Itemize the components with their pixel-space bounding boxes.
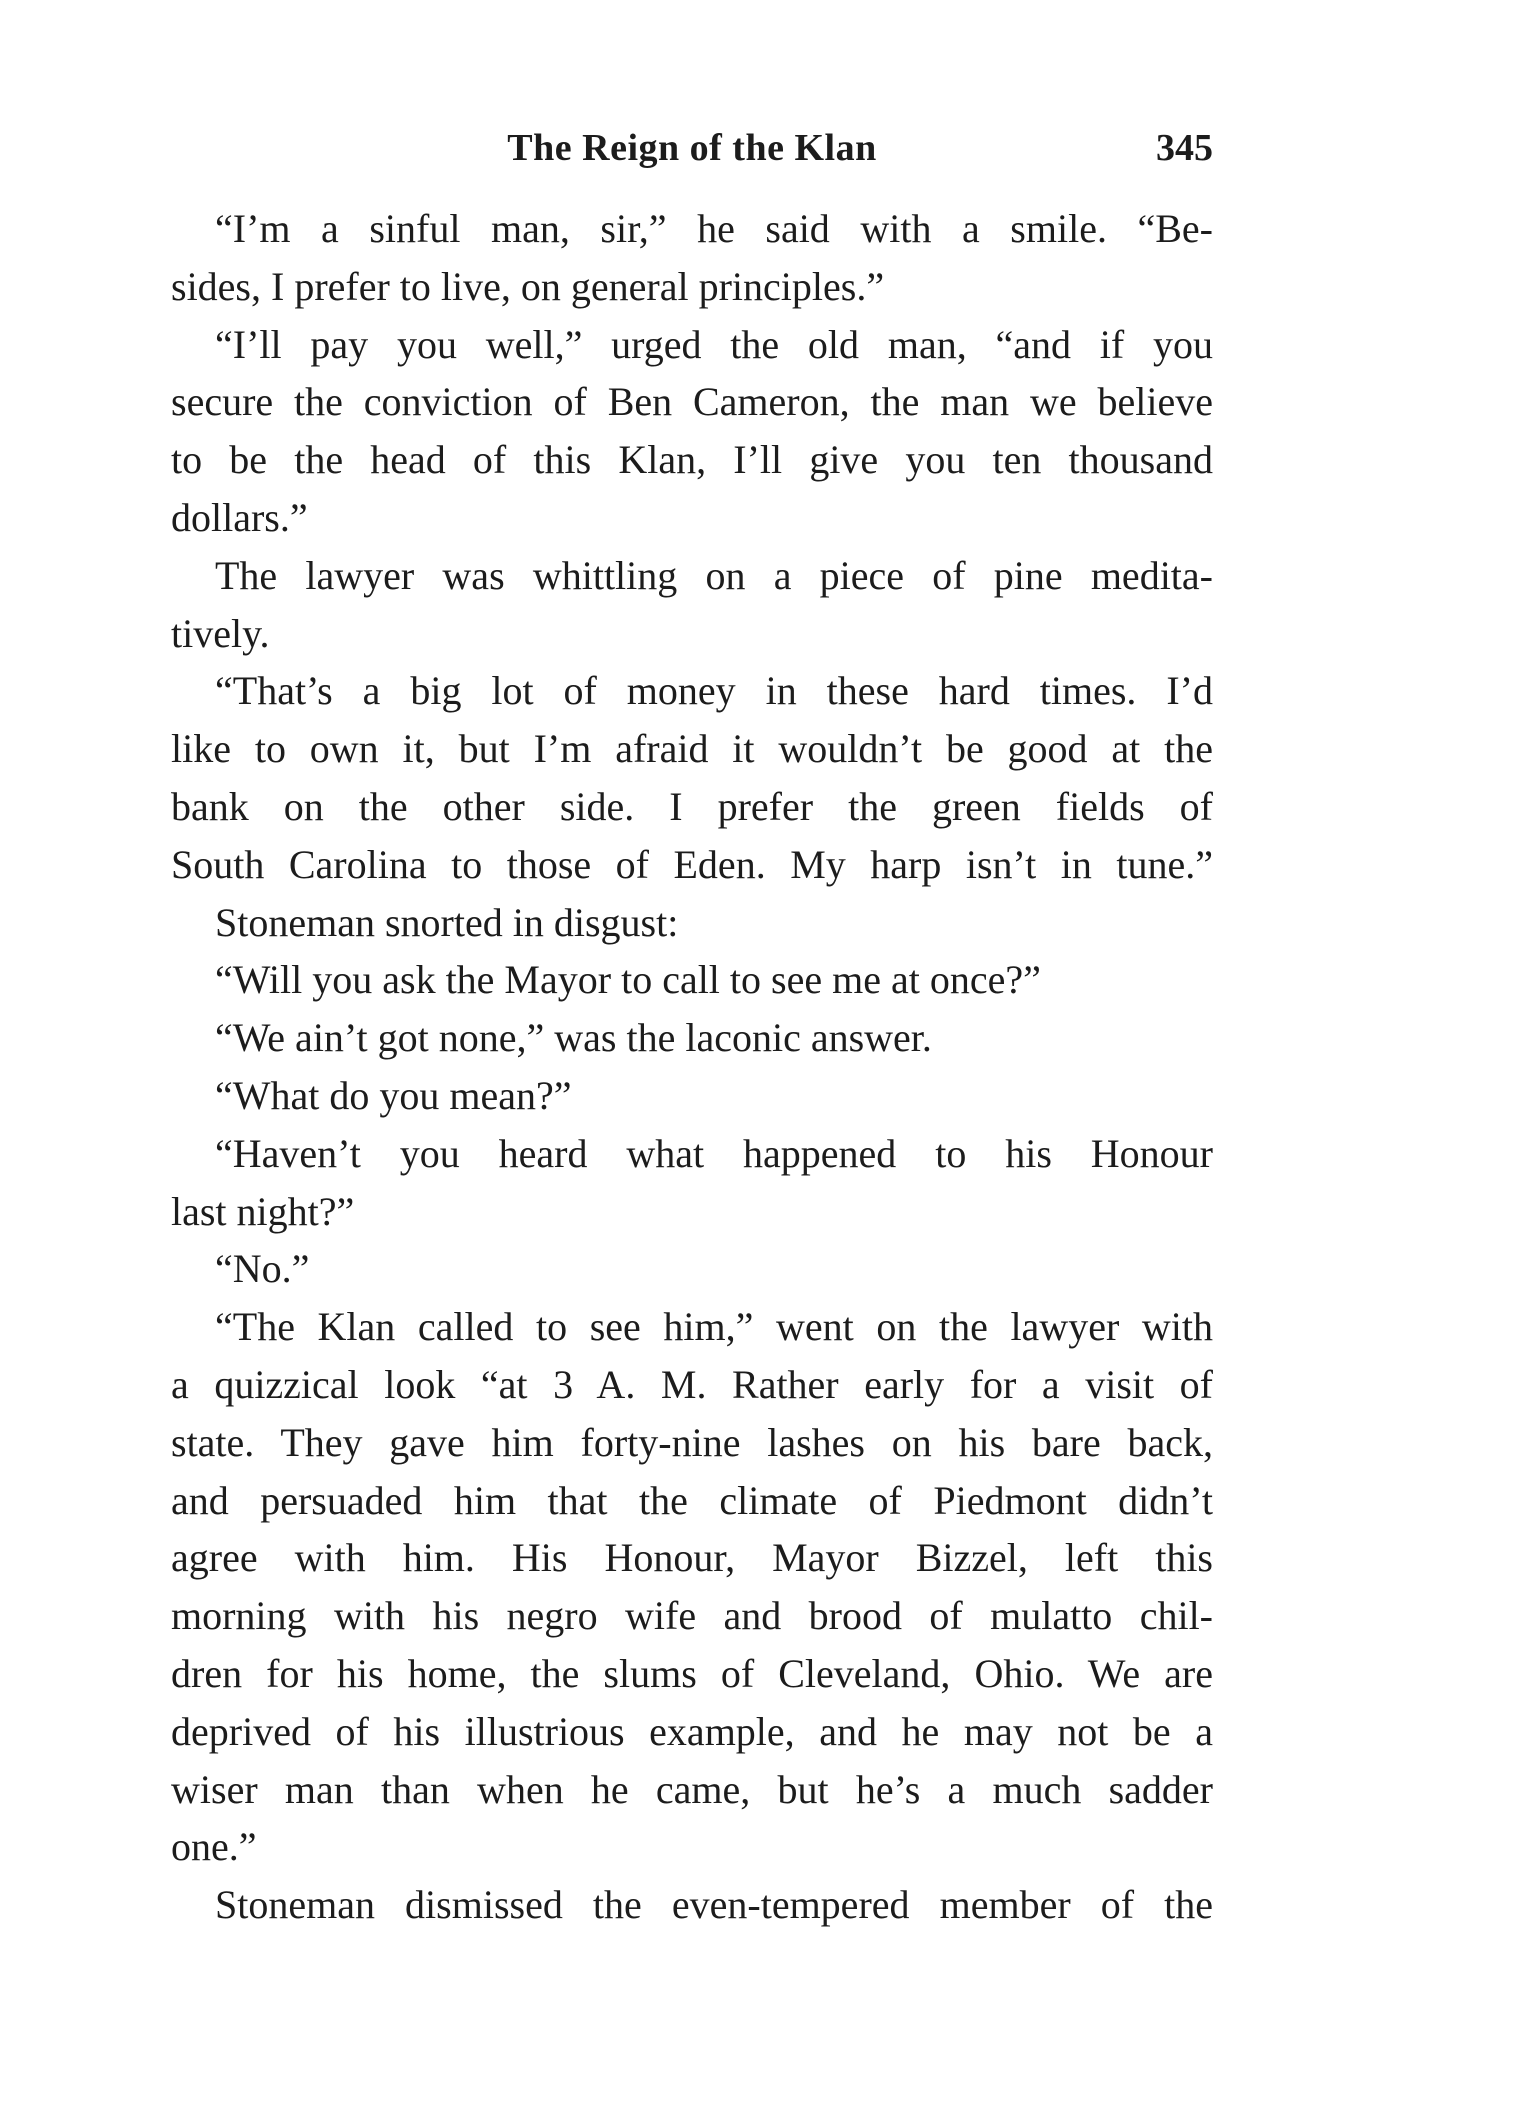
text-line: “We ain’t got none,” was the laconic answer. (215, 1015, 932, 1061)
text-line: sides, I prefer to live, on general principles.” (171, 263, 885, 309)
text-line: “What do you mean?” (215, 1072, 572, 1118)
text-line: tively. (171, 610, 270, 656)
text-line: Stoneman snorted in disgust: (215, 899, 679, 945)
text-line: secure the conviction of Ben Cameron, the man we believe (171, 379, 1213, 425)
text-line: “Will you ask the Mayor to call to see me at once?” (215, 957, 1041, 1003)
text-line: bank on the other side. I prefer the green fields of (171, 783, 1213, 829)
text-line: a quizzical look “at 3 A. M. Rather early for a visit of (171, 1361, 1213, 1407)
text-line: deprived of his illustrious example, and he may not be a (171, 1708, 1213, 1754)
text-line: dollars.” (171, 494, 308, 540)
text-line: last night?” (171, 1188, 355, 1234)
chapter-title: The Reign of the Klan (507, 127, 877, 169)
text-line: to be the head of this Klan, I’ll give you ten thousand (171, 437, 1213, 483)
text-line: morning with his negro wife and brood of mulatto chil- (171, 1593, 1213, 1639)
page-number: 345 (1156, 127, 1213, 169)
text-line: and persuaded him that the climate of Piedmont didn’t (171, 1477, 1213, 1523)
text-line: dren for his home, the slums of Cleveland, Ohio. We are (171, 1650, 1213, 1696)
body-text (171, 200, 1213, 1934)
text-line: wiser man than when he came, but he’s a much sadder (171, 1766, 1213, 1812)
text-line: like to own it, but I’m afraid it wouldn’t be good at the (171, 726, 1213, 772)
text-line: agree with him. His Honour, Mayor Bizzel, left this (171, 1535, 1213, 1581)
text-line: Stoneman dismissed the even-tempered member of the (215, 1882, 1213, 1928)
text-line: “I’m a sinful man, sir,” he said with a smile. “Be- (215, 206, 1213, 251)
text-line: The lawyer was whittling on a piece of pine medita- (215, 552, 1213, 598)
text-line: “The Klan called to see him,” went on the lawyer with (215, 1304, 1213, 1350)
text-line: South Carolina to those of Eden. My harp isn’t in tune.” (171, 841, 1213, 887)
text-line: “No.” (215, 1246, 310, 1292)
text-line: “That’s a big lot of money in these hard times. I’d (215, 668, 1213, 714)
text-line: state. They gave him forty-nine lashes on his bare back, (171, 1419, 1213, 1465)
text-line: “Haven’t you heard what happened to his Honour (215, 1130, 1213, 1176)
text-line: “I’ll pay you well,” urged the old man, “and if you (215, 321, 1213, 367)
text-line: one.” (171, 1824, 257, 1870)
running-header (171, 126, 1213, 176)
